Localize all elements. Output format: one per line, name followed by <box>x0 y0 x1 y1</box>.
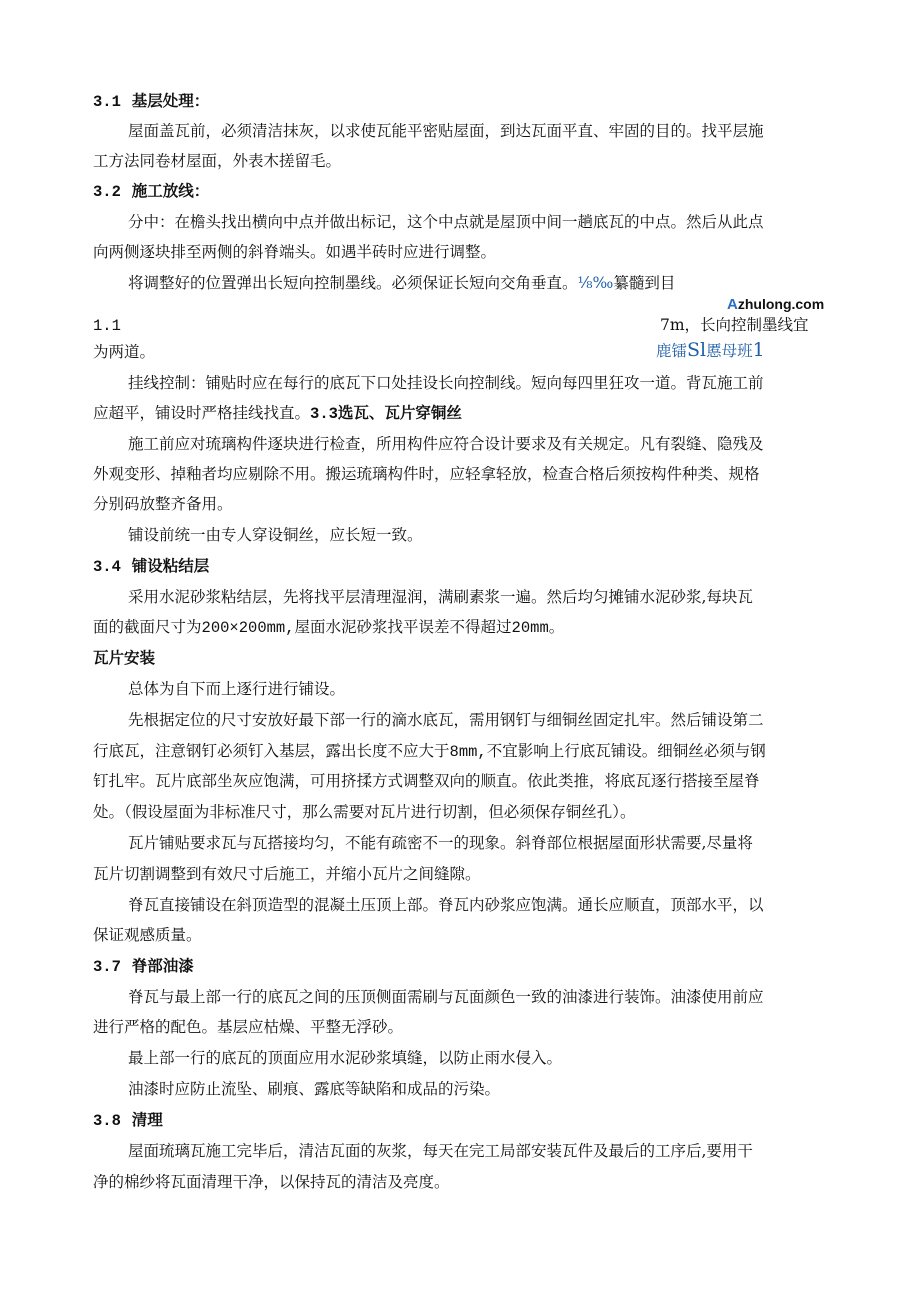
heading-number: 3.7 <box>93 958 121 976</box>
paragraph-line: 瓦片切割调整到有效尺寸后施工，并缩小瓦片之间缝隙。 <box>93 865 481 883</box>
heading-title: 清理 <box>131 1110 163 1129</box>
paragraph-line: 油漆时应防止流坠、刷痕、露底等缺陷和成品的污染。 <box>128 1080 501 1098</box>
heading-3-1 <box>93 90 209 113</box>
paragraph-text: 屋面水泥砂浆找平误差不得超过 <box>294 618 512 636</box>
paragraph-line: 进行严格的配色。基层应枯燥、平整无浮砂。 <box>93 1018 404 1036</box>
length-value: 8mm, <box>449 743 487 761</box>
heading-title: 选瓦、瓦片穿铜丝 <box>337 403 462 422</box>
paragraph-line: 铺设前统一由专人穿设铜丝，应长短一致。 <box>128 526 423 544</box>
garbled-text: Sl <box>687 339 707 361</box>
paragraph-line: 屋面琉璃瓦施工完毕后，清洁瓦面的灰浆，每天在完工局部安装瓦件及最后的工序后,要用干 <box>128 1142 753 1160</box>
paragraph-fragment: 为两道。 <box>93 343 156 361</box>
paragraph-line: 分别码放整齐备用。 <box>93 495 233 513</box>
paragraph-line <box>93 740 766 763</box>
watermark-letter: A <box>727 296 738 313</box>
heading-title: 脊部油漆 <box>131 956 194 975</box>
dimension-value: 200×200mm, <box>201 619 295 637</box>
heading-title: 施工放线： <box>131 181 210 200</box>
heading-title: 铺设粘结层 <box>131 556 210 575</box>
paragraph-line: 保证观感质量。 <box>93 926 202 944</box>
garbled-text: 慝母班 <box>706 342 753 360</box>
garbled-text: 纂髓到目 <box>613 274 676 292</box>
watermark <box>727 293 824 316</box>
number-label: 1.1 <box>93 317 121 335</box>
paragraph-line: 采用水泥砂浆粘结层，先将找平层清理湿润，满刷素浆一遍。然后均匀摊铺水泥砂浆,每块瓦 <box>128 588 753 606</box>
paragraph-line: 最上部一行的底瓦的顶面应用水泥砂浆填缝，以防止雨水侵入。 <box>128 1049 563 1067</box>
garbled-text: 1 <box>752 339 765 361</box>
paragraph-line: 总体为自下而上逐行进行铺设。 <box>128 680 346 698</box>
paragraph-line: 向两侧逐块排至两侧的斜脊端头。如遇半砖时应进行调整。 <box>93 243 497 261</box>
garbled-text: 鹿镭 <box>656 342 688 360</box>
paragraph-line: 脊瓦与最上部一行的底瓦之间的压顶侧面需刷与瓦面颜色一致的油漆进行装饰。油漆使用前应 <box>128 988 764 1006</box>
paragraph-line: 处。（假设屋面为非标准尺寸，那么需要对瓦片进行切割，但必须保存铜丝孔）。 <box>93 803 636 821</box>
paragraph-line: 分中：在檐头找出横向中点并做出标记，这个中点就是屋顶中间一趟底瓦的中点。然后从此点 <box>128 213 764 231</box>
heading-3-4 <box>93 555 209 578</box>
paragraph-line: 屋面盖瓦前，必须清洁抹灰，以求使瓦能平密贴屋面，到达瓦面平直、牢固的目的。找平层施 <box>128 122 764 140</box>
heading-number: 3.3 <box>310 405 338 423</box>
heading-number: 3.8 <box>93 1112 121 1130</box>
heading-number: 3.4 <box>93 558 121 576</box>
watermark-text: zhulong.com <box>737 296 825 312</box>
heading-3-8 <box>93 1109 163 1132</box>
paragraph-line: 施工前应对琉璃构件逐块进行检查，所用构件应符合设计要求及有关规定。凡有裂缝、隐残及 <box>128 435 764 453</box>
garbled-symbol: ⅛‰ <box>577 274 614 292</box>
paragraph-line: 钉扎牢。瓦片底部坐灰应饱满，可用挤揉方式调整双向的顺直。依此类推，将底瓦逐行搭接至屋脊 <box>93 772 760 790</box>
paragraph-line: 瓦片铺贴要求瓦与瓦搭接均匀，不能有疏密不一的现象。斜脊部位根据屋面形状需要,尽量将 <box>128 834 753 852</box>
paragraph-line: 工方法同卷材屋面，外表木搓留毛。 <box>93 152 342 170</box>
paragraph-text: 行底瓦，注意钢钉必须钉入基层，露出长度不应大于 <box>93 742 450 760</box>
paragraph-text: 面的截面尺寸为 <box>93 618 202 636</box>
heading-tile-installation: 瓦片安装 <box>93 648 156 667</box>
paragraph-text: 应超平，铺设时严格挂线找直。 <box>93 404 311 422</box>
paragraph-line: 先根据定位的尺寸安放好最下部一行的滴水底瓦，需用钢钉与细铜丝固定扎牢。然后铺设第二 <box>128 711 764 729</box>
paragraph-line: 净的棉纱将瓦面清理干净，以保持瓦的清洁及亮度。 <box>93 1173 450 1191</box>
paragraph-fragment: 7m，长向控制墨线宜 <box>660 316 809 334</box>
paragraph-line: 脊瓦直接铺设在斜顶造型的混凝土压顶上部。脊瓦内砂浆应饱满。通长应顺直，顶部水平，以 <box>128 896 764 914</box>
paragraph-line <box>93 616 564 639</box>
tolerance-value: 20mm。 <box>511 619 565 637</box>
heading-number: 3.2 <box>93 183 121 201</box>
garbled-fragment <box>656 339 765 362</box>
paragraph-line <box>128 272 675 294</box>
paragraph-line <box>93 402 462 425</box>
paragraph-line: 挂线控制：铺贴时应在每行的底瓦下口处挂设长向控制线。短向每四里狂攻一道。背瓦施工前 <box>128 374 764 392</box>
heading-3-7 <box>93 955 194 978</box>
paragraph-text: 将调整好的位置弹出长短向控制墨线。必须保证长短向交角垂直。 <box>128 274 578 292</box>
heading-3-2 <box>93 180 209 203</box>
list-number <box>93 314 121 337</box>
heading-title: 基层处理： <box>131 91 210 110</box>
paragraph-text: 不宜影响上行底瓦铺设。细铜丝必须与钢 <box>486 742 766 760</box>
paragraph-line: 外观变形、掉釉者均应剔除不用。搬运琉璃构件时，应轻拿轻放，检查合格后须按构件种类、规格 <box>93 465 760 483</box>
heading-number: 3.1 <box>93 93 121 111</box>
